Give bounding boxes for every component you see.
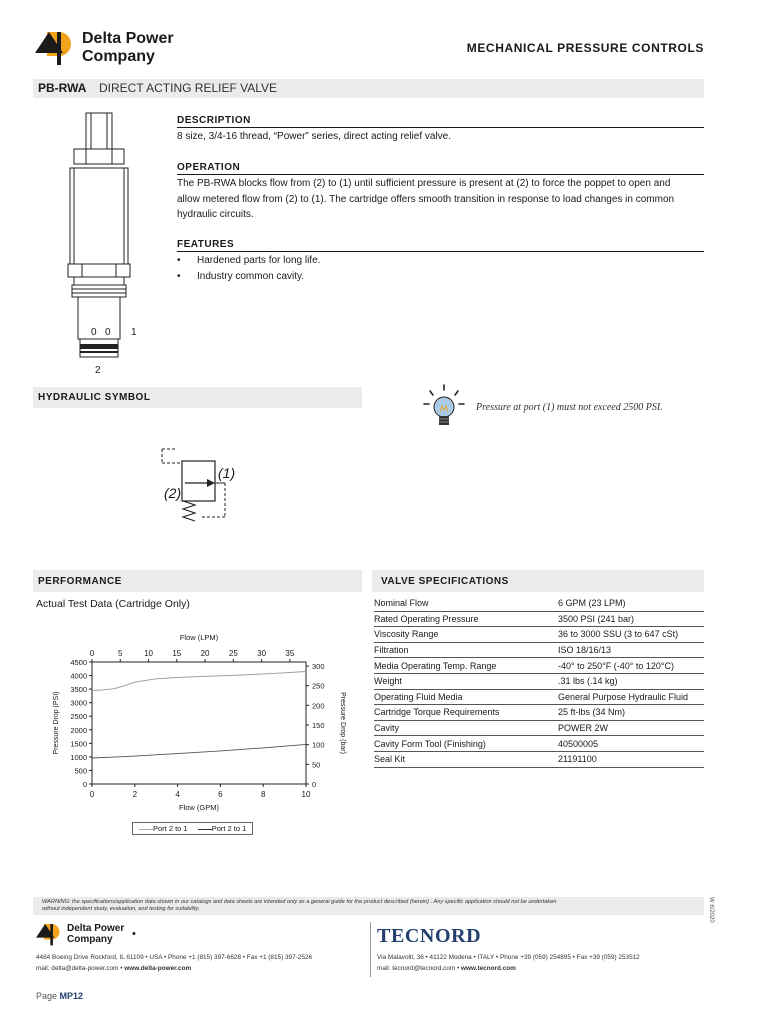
y-tick-label: 1000 [70,752,87,762]
y2-tick-label: 200 [312,701,325,711]
delta-web-link[interactable]: www.delta-power.com [124,965,192,972]
symbol-port-2-label: (2) [164,485,182,501]
series-line-2 [92,744,306,758]
spec-label: Operating Fluid Media [374,689,558,705]
y-tick-label: 2000 [70,725,87,735]
valve-specs-heading: VALVE SPECIFICATIONS [381,576,509,587]
x-axis-title: Flow (GPM) [179,803,219,812]
x-tick-label: 2 [132,790,138,799]
spec-value: 6 GPM (23 LPM) [558,596,704,611]
tecnord-logo: TECNORD [377,925,482,947]
footer-delta-logo-mark-icon [36,922,66,948]
y2-tick-label: 100 [312,740,325,750]
performance-heading: PERFORMANCE [38,576,122,587]
spec-label: Media Operating Temp. Range [374,658,558,674]
delta-contact: mail: delta@delta-power.com • www.delta-power.com [36,965,192,972]
y2-tick-label: 0 [312,780,317,789]
spec-row [374,736,704,752]
operation-rule [177,174,704,175]
delta-logo-mark-icon [35,29,81,69]
x2-tick-label: 20 [200,649,210,658]
drawing-port-1-label: 1 [131,327,137,338]
section-title: MECHANICAL PRESSURE CONTROLS [466,41,704,55]
y2-tick-label: 250 [312,681,325,691]
spec-value: -40° to 250°F (-40° to 120°C) [558,658,704,674]
spec-row [374,751,704,767]
description-heading: DESCRIPTION [177,115,251,126]
valve-specs-table [374,596,704,768]
y2-tick-label: 50 [312,760,321,770]
spec-label: Cavity [374,720,558,736]
hydraulic-symbol-diagram [155,445,245,530]
x2-axis-title: Flow (LPM) [179,633,219,642]
legend-series-1: Port 2 to 1 [153,824,188,833]
spec-value: 25 ft-lbs (34 Nm) [558,705,704,721]
drawing-zero-a: 0 [91,327,97,338]
spec-label: Rated Operating Pressure [374,611,558,627]
features-rule [177,251,704,252]
pressure-note: Pressure at port (1) must not exceed 2500 PSI. [476,402,663,413]
spec-row [374,705,704,721]
drawing-zero-b: 0 [105,327,111,338]
spec-label: Filtration [374,642,558,658]
spec-row [374,689,704,705]
x-tick-label: 4 [175,790,180,799]
description-rule [177,127,704,128]
x-tick-label: 10 [301,790,311,799]
delta-address: 4484 Boeing Drive Rockford, IL 61109 • USA • Phone +1 (815) 397-6628 • Fax +1 (815) 397-2526 [36,954,313,961]
tecnord-address: Via Malavolti, 36 • 41122 Modena • ITALY • Phone +39 (059) 254895 • Fax +39 (059) 253512 [377,954,640,961]
performance-chart-svg [38,628,358,838]
spec-value: 21191100 [558,751,704,767]
spec-value: General Purpose Hydraulic Fluid [558,689,704,705]
x2-tick-label: 0 [89,649,95,658]
y-tick-label: 3500 [70,685,87,695]
y-axis-title: Pressure Drop (PSI) [53,691,60,755]
footer-bullet-icon: • [132,928,136,940]
y-tick-label: 500 [74,766,87,776]
footer-logo-line2: Company [67,934,113,945]
y2-tick-label: 300 [312,662,325,672]
page-number: MP12 [59,991,84,1001]
valve-drawing [60,108,150,378]
symbol-port-1-label: (1) [218,465,236,481]
y2-axis-title: Pressure Drop (bar) [339,692,346,754]
features-heading: FEATURES [177,239,235,250]
operation-text-line2: allow metered flow from (2) to (1). The cartridge offers smooth transition in response to load changes in common [177,193,675,205]
feature-item-2: • Industry common cavity. [177,270,305,282]
x2-tick-label: 15 [172,649,182,658]
valve-specs-bar [372,570,704,592]
x2-tick-label: 30 [257,649,267,658]
spec-row [374,596,704,611]
spec-label: Nominal Flow [374,596,558,611]
spec-label: Viscosity Range [374,627,558,643]
warning-line2: without independent study, evaluation, and testing for suitability. [42,906,200,912]
plot-frame [92,662,306,784]
warning-bar [33,897,704,915]
operation-text-line3: hydraulic circuits. [177,209,254,220]
page-label: Page [36,991,58,1001]
operation-text-line1: The PB-RWA blocks flow from (2) to (1) until sufficient pressure is present at (2) to force the poppet to open and [177,178,671,189]
series-line-1 [92,672,306,691]
revision-code: W 6/2020 [708,897,714,923]
product-name: DIRECT ACTING RELIEF VALVE [99,81,278,95]
spec-row [374,611,704,627]
performance-subtitle: Actual Test Data (Cartridge Only) [36,598,190,610]
spec-value: ISO 18/16/13 [558,642,704,658]
y-tick-label: 4000 [70,671,87,681]
performance-chart [38,628,358,838]
spec-label: Seal Kit [374,751,558,767]
y-tick-label: 2500 [70,712,87,722]
y-tick-label: 4500 [70,658,87,667]
warning-line1: WARNING: the specifications/application data shown in our catalogs and data sheets are intended only as a general guide for the product described (herein) . Any specific application should not be undertaken [42,899,557,905]
x2-tick-label: 25 [228,649,238,658]
spec-value: 40500005 [558,736,704,752]
y-tick-label: 0 [82,780,87,789]
spec-row [374,720,704,736]
x-tick-label: 0 [89,790,95,799]
footer-divider [370,922,371,977]
footer-logo-line1: Delta Power [67,923,125,934]
x2-tick-label: 35 [285,649,295,658]
legend-series-2: Port 2 to 1 [211,824,247,833]
spec-row [374,627,704,643]
spec-value: 36 to 3000 SSU (3 to 647 cSt) [558,627,704,643]
y2-tick-label: 150 [312,721,325,731]
operation-heading: OPERATION [177,162,241,173]
drawing-port-2-label: 2 [95,365,101,376]
hydraulic-symbol-heading: HYDRAULIC SYMBOL [38,392,151,403]
spec-row [374,642,704,658]
y-tick-label: 1500 [70,739,87,749]
x2-tick-label: 5 [118,649,123,658]
x-tick-label: 8 [260,790,266,799]
tecnord-web-link[interactable]: www.tecnord.com [461,965,516,972]
spec-row [374,658,704,674]
product-code: PB-RWA [38,81,87,95]
spec-value: .31 lbs (.14 kg) [558,673,704,689]
delta-logo [35,29,185,69]
spec-value: POWER 2W [558,720,704,736]
x-tick-label: 6 [218,790,223,799]
lightbulb-icon [420,382,468,430]
chart-legend [132,822,253,835]
description-text: 8 size, 3/4-16 thread, “Power” series, direct acting relief valve. [177,131,452,142]
spec-value: 3500 PSI (241 bar) [558,611,704,627]
performance-bar [33,570,362,592]
page-footer [36,991,83,1001]
tecnord-contact: mail: tecnord@tecnord.com • www.tecnord.com [377,965,516,972]
spec-label: Weight [374,673,558,689]
logo-company-line2: Company [82,48,155,65]
feature-item-1: • Hardened parts for long life. [177,255,321,266]
y-tick-label: 3000 [70,698,87,708]
x2-tick-label: 10 [144,649,153,658]
spec-label: Cavity Form Tool (Finishing) [374,736,558,752]
spec-row [374,673,704,689]
logo-company-line1: Delta Power [82,30,174,47]
footer-delta-logo [36,922,166,948]
hydraulic-symbol-bar [33,387,362,408]
spec-label: Cartridge Torque Requirements [374,705,558,721]
product-title-bar [33,79,704,98]
